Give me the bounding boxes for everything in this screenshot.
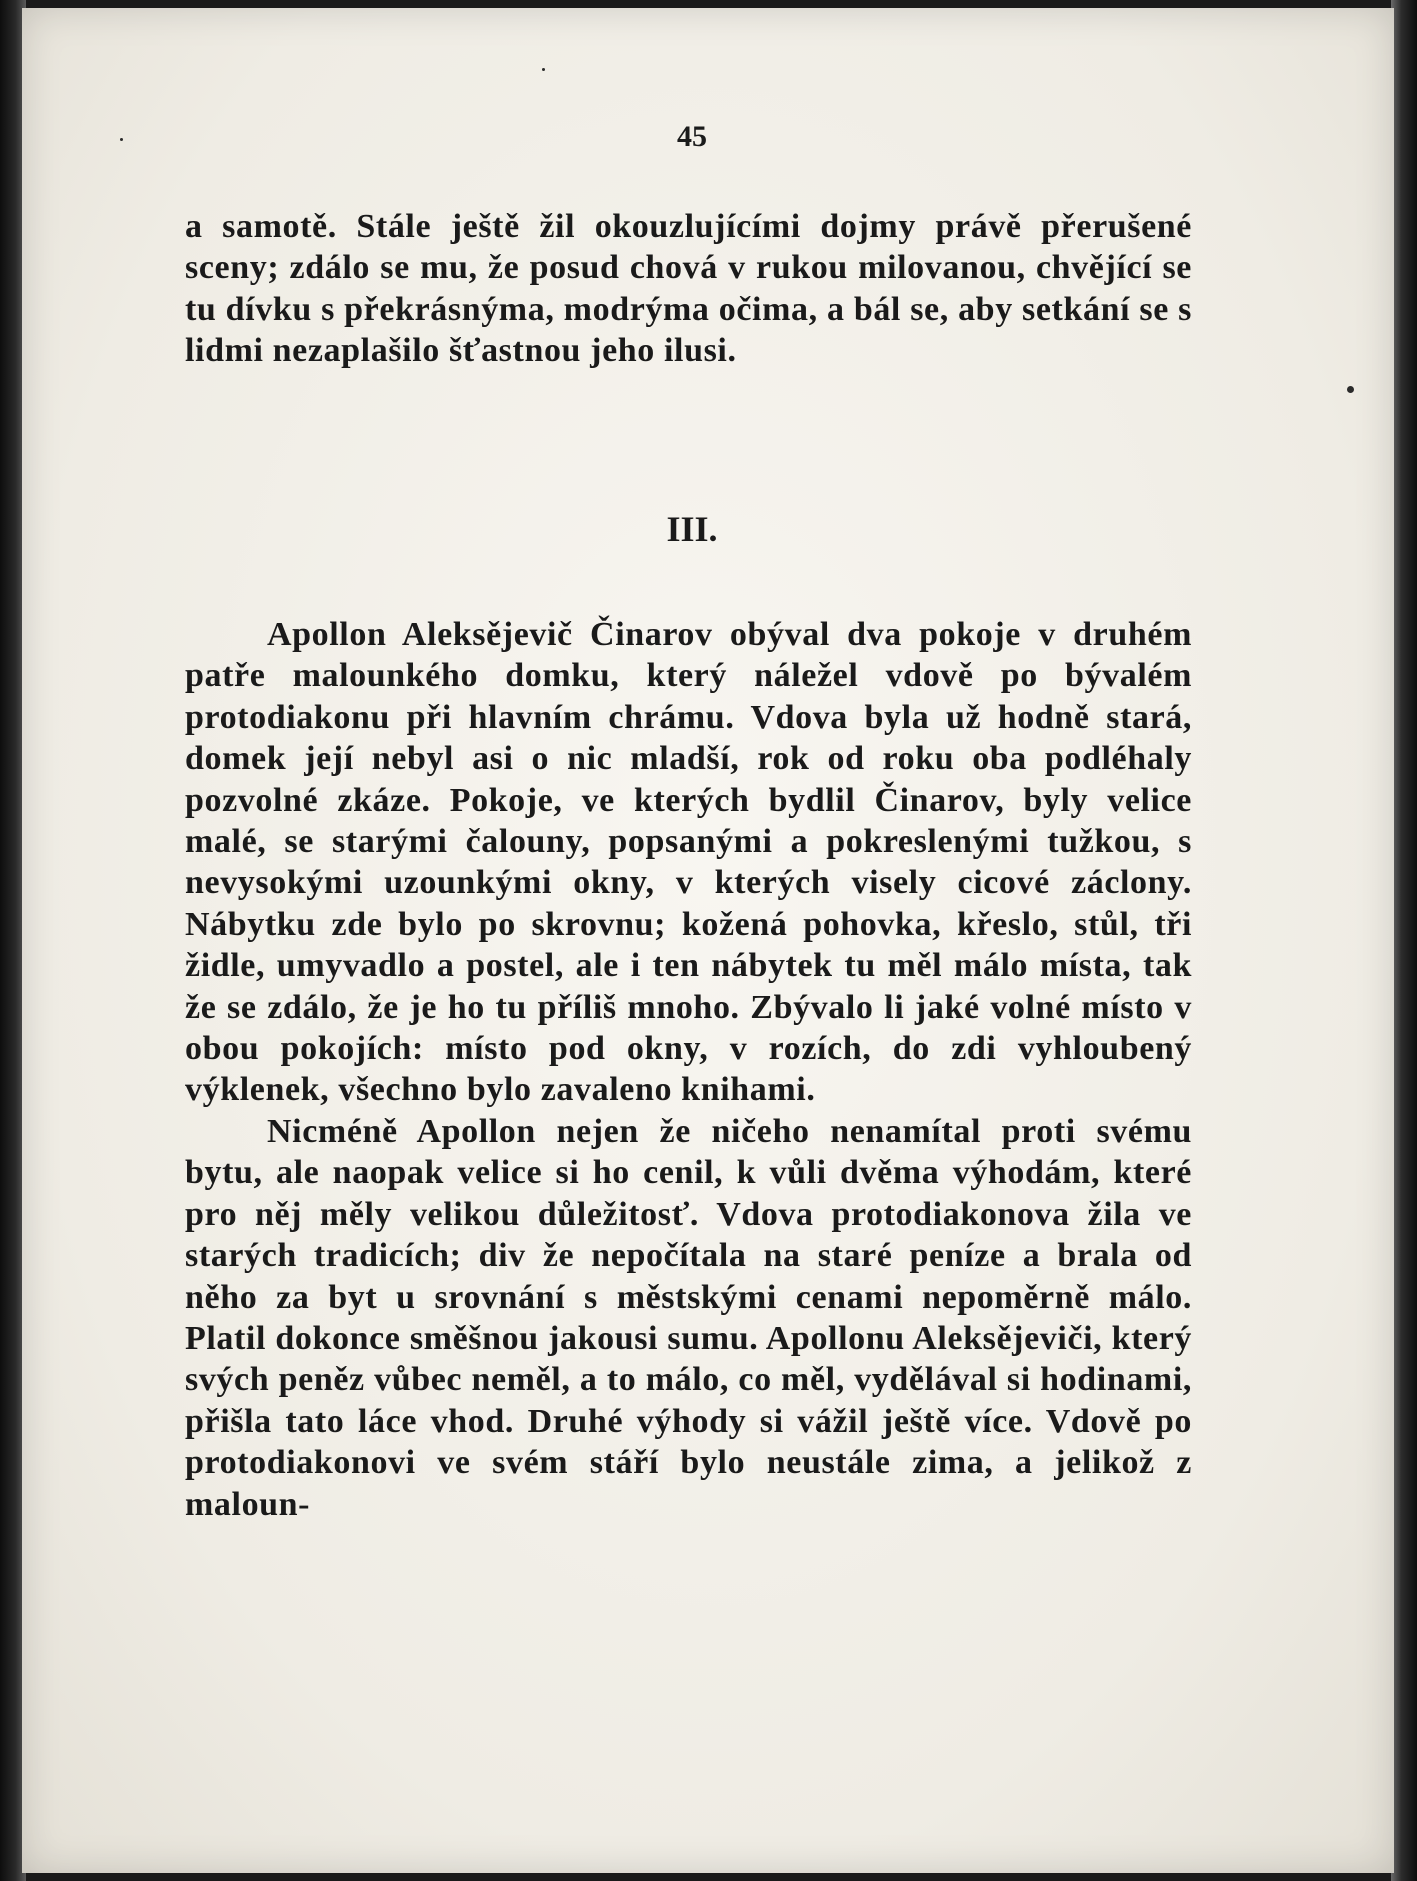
intro-paragraph-block <box>185 206 1192 372</box>
scan-speck <box>1347 386 1354 393</box>
paragraph-2: Nicméně Apollon nejen že ničeho nenamítal proti svému bytu, ale naopak velice si ho cenil, k vůli dvěma výhodám, které pro něj měly velikou důležitosť. Vdova protodiakonova žila ve starých tradicích; div že nepočítala na staré peníze a brala od něho za byt u srovnání s městskými cenami nepoměrně málo. Platil dokonce směšnou jakousi sumu. Apollonu Aleksějeviči, který svých peněz vůbec neměl, a to málo, co měl, vydělával si hodinami, přišla tato láce vhod. Druhé výhody si vážil ještě více. Vdově po protodiakonovi ve svém stáří bylo neustále zima, a jelikož z maloun- <box>185 1112 1192 1523</box>
chapter-body <box>185 614 1192 1525</box>
book-page <box>22 8 1394 1873</box>
page-number: 45 <box>677 120 707 153</box>
scan-speck <box>120 138 123 141</box>
chapter-heading: III. <box>666 509 718 549</box>
scan-right-edge <box>1391 0 1417 1881</box>
paragraph-1: Apollon Aleksějevič Činarov obýval dva pokoje v druhém patře malounkého domku, který náležel vdově po bývalém protodiakonu při hlavním chrámu. Vdova byla už hodně stará, domek její nebyl asi o nic mladší, rok od roku oba podléhaly pozvolné zkáze. Pokoje, ve kterých bydlil Činarov, byly velice malé, se starými čalouny, popsanými a pokreslenými tužkou, s nevysokými uzounkými okny, v kterých visely cicové záclony. Nábytku zde bylo po skrovnu; kožená pohovka, křeslo, stůl, tři židle, umyvadlo a postel, ale i ten nábytek tu měl málo místa, tak že se zdálo, že je ho tu příliš mnoho. Zbývalo li jaké volné místo v obou pokojích: místo pod okny, v rozích, do zdi vyhloubený výklenek, všechno bylo zavaleno knihami. <box>185 616 1192 1109</box>
scan-speck <box>542 68 545 71</box>
intro-paragraph: a samotě. Stále ještě žil okouzlujícími dojmy právě přerušené sceny; zdálo se mu, že posud chová v rukou milovanou, chvějící se tu dívku s překrásnýma, modrýma očima, a bál se, aby setkání se s lidmi nezaplašilo šťastnou jeho ilusi. <box>185 208 1192 370</box>
